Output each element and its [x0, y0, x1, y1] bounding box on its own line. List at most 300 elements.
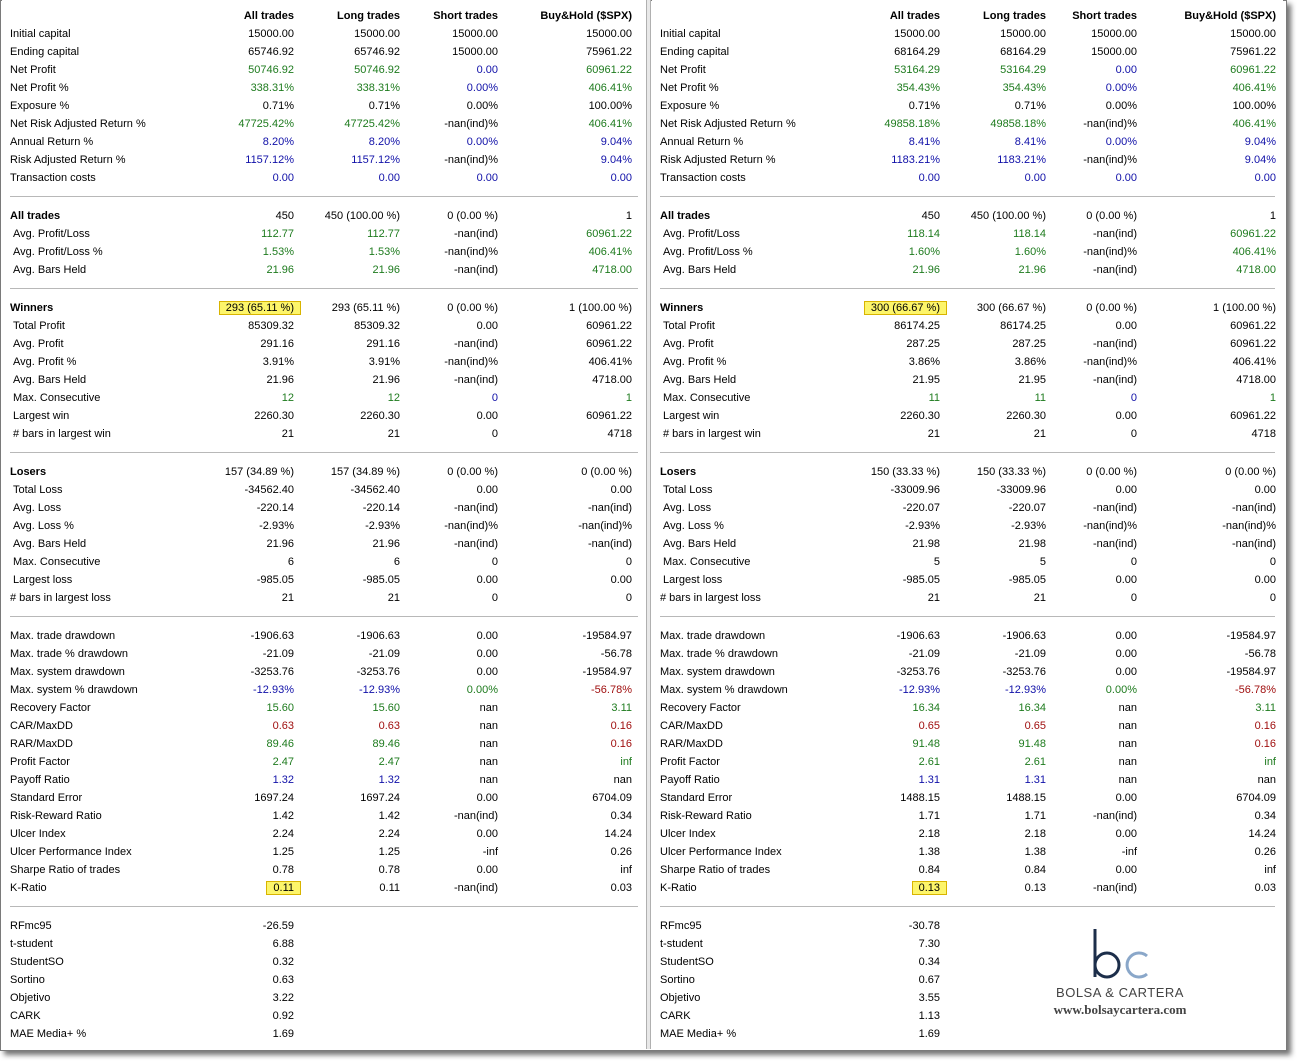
- stat-row-cark: [2, 1007, 646, 1025]
- stat-value-buy-hold-spx: 0.00: [1254, 574, 1276, 586]
- stat-value-buy-hold-spx: 4718.00: [1236, 264, 1276, 276]
- stat-row-avg-profit-loss: [652, 225, 1283, 243]
- stat-value-short-trades: 0 (0.00 %): [1086, 302, 1137, 314]
- stat-value-long-trades: 0.84: [1024, 864, 1046, 876]
- stat-value-short-trades: -nan(ind): [453, 264, 498, 276]
- stat-value-long-trades: -985.05: [1008, 574, 1046, 586]
- stat-label: Max. trade % drawdown: [660, 648, 778, 660]
- stat-label: Sortino: [10, 974, 45, 986]
- stat-value-buy-hold-spx: 9.04%: [600, 154, 632, 166]
- stat-value-buy-hold-spx: 406.41%: [1232, 246, 1276, 258]
- stat-value-long-trades: 450 (100.00 %): [324, 210, 400, 222]
- stat-label: Risk-Reward Ratio: [660, 810, 752, 822]
- stat-value-buy-hold-spx: inf: [1264, 756, 1276, 768]
- stat-label: Max. Consecutive: [13, 392, 101, 404]
- stat-value-buy-hold-spx: 0.03: [1254, 882, 1276, 894]
- stat-label: Ending capital: [10, 46, 80, 58]
- stat-value-buy-hold-spx: -56.78%: [591, 684, 632, 696]
- stat-label: Initial capital: [10, 28, 71, 40]
- stat-value-short-trades: nan: [1118, 756, 1137, 768]
- stat-label: Transaction costs: [660, 172, 746, 184]
- stat-value-all-trades: 1.69: [918, 1028, 940, 1040]
- stat-value-long-trades: 0.00: [1024, 172, 1046, 184]
- stat-value-long-trades: 2.18: [1024, 828, 1046, 840]
- stat-value-buy-hold-spx: nan: [613, 774, 632, 786]
- stat-value-all-trades: 53164.29: [894, 64, 940, 76]
- stat-row-initial-capital: [652, 25, 1283, 43]
- stat-value-short-trades: -nan(ind): [453, 882, 498, 894]
- stat-value-all-trades: 3.22: [272, 992, 294, 1004]
- stat-label: Ulcer Performance Index: [10, 846, 132, 858]
- stat-value-all-trades: -2.93%: [905, 520, 940, 532]
- stat-row-ending-capital: [652, 43, 1283, 61]
- stat-label: Max. Consecutive: [663, 556, 751, 568]
- panel-splitter[interactable]: [646, 0, 651, 1049]
- stat-label: Avg. Profit: [663, 338, 714, 350]
- stat-value-all-trades: -220.07: [902, 502, 940, 514]
- section-separator: [660, 616, 1275, 617]
- stat-value-short-trades: 0.00: [1115, 484, 1137, 496]
- stat-value-short-trades: -nan(ind): [1092, 538, 1137, 550]
- stat-value-buy-hold-spx: 0.00: [1254, 172, 1276, 184]
- stat-label: Total Profit: [663, 320, 715, 332]
- stat-value-short-trades: nan: [479, 720, 498, 732]
- stat-value-all-trades: 291.16: [260, 338, 294, 350]
- stat-label: Ulcer Index: [10, 828, 66, 840]
- stat-value-buy-hold-spx: 406.41%: [1232, 356, 1276, 368]
- stat-value-short-trades: 0.00: [1115, 630, 1137, 642]
- stat-value-long-trades: 1.53%: [368, 246, 400, 258]
- stat-label: Risk-Reward Ratio: [10, 810, 102, 822]
- stat-value-short-trades: 0.00: [476, 484, 498, 496]
- stat-row-risk-adjusted-return: [652, 151, 1283, 169]
- stat-value-all-trades: 0.32: [272, 956, 294, 968]
- stat-value-all-trades: 0.63: [272, 720, 294, 732]
- stat-value-buy-hold-spx: 0: [625, 556, 632, 568]
- stat-value-short-trades: 0.00: [1115, 410, 1137, 422]
- stat-value-buy-hold-spx: 60961.22: [1230, 410, 1276, 422]
- stat-row-car-maxdd: [652, 717, 1283, 735]
- stat-label: RAR/MaxDD: [660, 738, 723, 750]
- stat-value-buy-hold-spx: inf: [620, 864, 632, 876]
- section-separator: [10, 616, 638, 617]
- stat-value-long-trades: 450 (100.00 %): [970, 210, 1046, 222]
- stat-value-long-trades: 21: [387, 592, 400, 604]
- stat-value-long-trades: 15.60: [372, 702, 400, 714]
- stat-value-buy-hold-spx: 0.16: [610, 720, 632, 732]
- stat-value-short-trades: 0.00: [476, 320, 498, 332]
- stat-value-buy-hold-spx: 60961.22: [586, 320, 632, 332]
- stat-value-buy-hold-spx: 100.00%: [588, 100, 632, 112]
- stat-value-all-trades: 2.24: [272, 828, 294, 840]
- stat-value-short-trades: 0 (0.00 %): [1086, 466, 1137, 478]
- stat-value-short-trades: -nan(ind)%: [444, 356, 498, 368]
- stat-value-all-trades: -3253.76: [896, 666, 940, 678]
- stat-row-avg-loss: [652, 499, 1283, 517]
- stat-value-short-trades: nan: [1118, 702, 1137, 714]
- stat-label: Net Profit: [660, 64, 706, 76]
- stat-label: Sharpe Ratio of trades: [10, 864, 121, 876]
- stat-value-buy-hold-spx: 0.16: [1254, 720, 1276, 732]
- stat-label: Max. trade drawdown: [660, 630, 766, 642]
- stat-value-buy-hold-spx: 4718.00: [592, 374, 632, 386]
- stat-row-avg-bars-held: [652, 371, 1283, 389]
- stat-value-long-trades: 16.34: [1018, 702, 1046, 714]
- stat-row-losers: [2, 463, 646, 481]
- stat-value-long-trades: -21.09: [368, 648, 400, 660]
- stat-row-rfmc95: [2, 917, 646, 935]
- stat-value-all-trades: [913, 879, 940, 897]
- stat-value-buy-hold-spx: 0 (0.00 %): [581, 466, 632, 478]
- stat-value-all-trades: [220, 299, 294, 317]
- stat-value-all-trades: 47725.42%: [238, 118, 294, 130]
- stat-value-short-trades: 0: [1130, 556, 1137, 568]
- stat-value-all-trades: 287.25: [906, 338, 940, 350]
- stat-value-long-trades: 21.96: [372, 374, 400, 386]
- stat-value-buy-hold-spx: 406.41%: [588, 356, 632, 368]
- column-header-short-trades[interactable]: Short trades: [433, 10, 498, 22]
- stat-value-long-trades: 11: [1034, 392, 1046, 404]
- stat-value-all-trades: 2.47: [272, 756, 294, 768]
- stat-row-avg-loss: [652, 517, 1283, 535]
- stat-value-all-trades: -12.93%: [899, 684, 940, 696]
- stat-value-buy-hold-spx: 406.41%: [588, 82, 632, 94]
- stat-value-long-trades: 8.41%: [1014, 136, 1046, 148]
- highlight-marker: 0.11: [267, 882, 300, 894]
- column-header-long-trades[interactable]: Long trades: [337, 10, 400, 22]
- stat-value-all-trades: 65746.92: [248, 46, 294, 58]
- stat-value-all-trades: 1183.21%: [891, 154, 940, 166]
- stat-label: Largest loss: [663, 574, 723, 586]
- stat-row-max-consecutive: [2, 389, 646, 407]
- stat-value-short-trades: 0.00%: [1105, 136, 1137, 148]
- stat-value-long-trades: 15000.00: [354, 28, 400, 40]
- stat-label: Avg. Bars Held: [13, 264, 87, 276]
- stat-value-all-trades: 21.98: [912, 538, 940, 550]
- logo-site-text: www.bolsaycartera.com: [1053, 1002, 1187, 1017]
- stat-value-all-trades: 1.25: [272, 846, 294, 858]
- stat-row-studentso: [2, 953, 646, 971]
- stat-value-buy-hold-spx: -nan(ind)%: [1222, 520, 1276, 532]
- stat-row-bars-in-largest-win: [2, 425, 646, 443]
- stat-value-short-trades: 0.00%: [466, 684, 498, 696]
- stat-row-all-trades: [652, 207, 1283, 225]
- stat-value-short-trades: -nan(ind): [453, 810, 498, 822]
- stat-label: Transaction costs: [10, 172, 96, 184]
- stat-value-short-trades: 0.00%: [466, 136, 498, 148]
- stat-value-buy-hold-spx: 60961.22: [586, 228, 632, 240]
- stat-value-all-trades: 6: [287, 556, 294, 568]
- stat-value-buy-hold-spx: -nan(ind): [587, 538, 632, 550]
- stat-value-long-trades: -33009.96: [996, 484, 1046, 496]
- column-header-buy-hold-spx[interactable]: Buy&Hold ($SPX): [540, 10, 632, 22]
- stat-value-long-trades: 1.25: [378, 846, 400, 858]
- stat-value-short-trades: 0.00%: [1105, 82, 1137, 94]
- stat-value-all-trades: 354.43%: [896, 82, 940, 94]
- stat-row-avg-profit: [2, 353, 646, 371]
- stat-value-short-trades: -nan(ind)%: [1083, 356, 1137, 368]
- stat-value-short-trades: 0.00: [1115, 792, 1137, 804]
- stat-label: Winners: [660, 302, 704, 314]
- stat-value-long-trades: -1906.63: [356, 630, 400, 642]
- stat-value-all-trades: 1.71: [918, 810, 940, 822]
- stat-label: Recovery Factor: [660, 702, 741, 714]
- stat-value-buy-hold-spx: -nan(ind): [587, 502, 632, 514]
- stat-value-short-trades: 0.00: [1115, 648, 1137, 660]
- stat-label: Payoff Ratio: [10, 774, 70, 786]
- stat-label: Ulcer Performance Index: [660, 846, 782, 858]
- stat-row-largest-win: [652, 407, 1283, 425]
- stat-label: Net Risk Adjusted Return %: [660, 118, 796, 130]
- stat-value-short-trades: -nan(ind): [1092, 810, 1137, 822]
- stat-value-short-trades: -nan(ind): [1092, 338, 1137, 350]
- stat-value-all-trades: 21: [281, 592, 294, 604]
- stat-value-all-trades: 50746.92: [248, 64, 294, 76]
- stat-value-all-trades: -33009.96: [890, 484, 940, 496]
- stat-value-short-trades: 15000.00: [452, 28, 498, 40]
- stat-value-all-trades: 3.91%: [262, 356, 294, 368]
- stat-value-short-trades: 15000.00: [452, 46, 498, 58]
- stat-value-all-trades: 21.96: [266, 374, 294, 386]
- stat-label: Largest win: [663, 410, 720, 422]
- stat-value-all-trades: -34562.40: [244, 484, 294, 496]
- stat-value-all-trades: -1906.63: [250, 630, 294, 642]
- stat-row-exposure: [652, 97, 1283, 115]
- stat-value-buy-hold-spx: 3.11: [611, 702, 632, 714]
- report-panel-right: [652, 0, 1283, 1049]
- stat-value-long-trades: 2.47: [378, 756, 400, 768]
- stat-row-net-risk-adjusted-return: [2, 115, 646, 133]
- stat-value-buy-hold-spx: -19584.97: [582, 630, 632, 642]
- stat-value-long-trades: 65746.92: [354, 46, 400, 58]
- stat-label: RAR/MaxDD: [10, 738, 73, 750]
- stat-row-t-student: [2, 935, 646, 953]
- stat-value-short-trades: nan: [479, 702, 498, 714]
- stat-value-short-trades: -inf: [482, 846, 498, 858]
- stat-label: Avg. Loss: [13, 502, 62, 514]
- stat-value-all-trades: 21: [927, 592, 940, 604]
- stat-value-long-trades: 5: [1039, 556, 1046, 568]
- stat-value-all-trades: [865, 299, 940, 317]
- section-separator: [660, 452, 1275, 453]
- stat-value-short-trades: 0.00: [1115, 666, 1137, 678]
- stat-value-buy-hold-spx: 4718: [1251, 428, 1276, 440]
- stat-label: Standard Error: [10, 792, 83, 804]
- stat-value-short-trades: nan: [1118, 738, 1137, 750]
- stat-value-long-trades: 50746.92: [354, 64, 400, 76]
- stat-value-all-trades: 450: [921, 210, 940, 222]
- stat-value-long-trades: -12.93%: [359, 684, 400, 696]
- stat-label: Max. Consecutive: [13, 556, 101, 568]
- stat-value-buy-hold-spx: 406.41%: [588, 118, 632, 130]
- stat-row-net-profit: [652, 79, 1283, 97]
- stat-row-net-profit: [2, 79, 646, 97]
- stat-row-annual-return: [652, 133, 1283, 151]
- stat-value-all-trades: 21.96: [912, 264, 940, 276]
- stat-value-buy-hold-spx: 0.34: [1254, 810, 1276, 822]
- stat-label: Avg. Profit/Loss %: [663, 246, 753, 258]
- stat-value-long-trades: 3.86%: [1014, 356, 1046, 368]
- stat-value-long-trades: 1.42: [378, 810, 400, 822]
- stat-row-initial-capital: [2, 25, 646, 43]
- stat-value-short-trades: 0.00: [476, 666, 498, 678]
- stat-value-all-trades: 150 (33.33 %): [870, 466, 940, 478]
- stat-value-buy-hold-spx: -19584.97: [1226, 630, 1276, 642]
- stat-label: CARK: [10, 1010, 41, 1022]
- stat-value-short-trades: -nan(ind): [453, 538, 498, 550]
- stat-label: # bars in largest win: [13, 428, 111, 440]
- stat-label: MAE Media+ %: [10, 1028, 87, 1040]
- stat-value-all-trades: 0.71%: [908, 100, 940, 112]
- stat-label: StudentSO: [10, 956, 64, 968]
- stat-value-all-trades: 3.55: [918, 992, 940, 1004]
- section-separator: [660, 906, 1275, 907]
- stat-row-rar-maxdd: [2, 735, 646, 753]
- stat-value-all-trades: 15000.00: [248, 28, 294, 40]
- logo-brand-text: BOLSA & CARTERA: [1056, 985, 1184, 1000]
- stat-value-buy-hold-spx: -56.78: [1244, 648, 1276, 660]
- stat-label: Sortino: [660, 974, 695, 986]
- stat-row-avg-loss: [2, 499, 646, 517]
- section-separator: [10, 288, 638, 289]
- stat-row-standard-error: [2, 789, 646, 807]
- stat-label: Total Loss: [663, 484, 713, 496]
- stat-value-all-trades: -21.09: [908, 648, 940, 660]
- stat-label: Avg. Bars Held: [13, 374, 87, 386]
- stat-value-all-trades: 8.20%: [262, 136, 294, 148]
- stat-value-long-trades: 2260.30: [360, 410, 400, 422]
- stat-value-short-trades: 0: [1130, 392, 1137, 404]
- stat-label: Net Risk Adjusted Return %: [10, 118, 146, 130]
- stat-row-winners: [2, 299, 646, 317]
- stat-label: Avg. Bars Held: [663, 538, 737, 550]
- stat-label: Max. system % drawdown: [660, 684, 788, 696]
- stat-label: Max. trade % drawdown: [10, 648, 128, 660]
- stat-value-buy-hold-spx: 75961.22: [1230, 46, 1276, 58]
- stat-row-objetivo: [2, 989, 646, 1007]
- stat-value-buy-hold-spx: 0.26: [610, 846, 632, 858]
- stat-value-long-trades: 157 (34.89 %): [330, 466, 400, 478]
- stat-value-short-trades: 0 (0.00 %): [447, 466, 498, 478]
- stat-value-all-trades: 15.60: [266, 702, 294, 714]
- stat-row-mae-media: [2, 1025, 646, 1043]
- stat-row-avg-loss: [2, 517, 646, 535]
- stat-value-long-trades: 91.48: [1018, 738, 1046, 750]
- section-separator: [10, 196, 638, 197]
- column-header-all-trades[interactable]: All trades: [243, 10, 294, 22]
- highlight-marker: 0.13: [913, 882, 946, 894]
- stat-value-all-trades: -985.05: [256, 574, 294, 586]
- stat-value-buy-hold-spx: -56.78%: [1235, 684, 1276, 696]
- stat-value-short-trades: nan: [479, 774, 498, 786]
- stat-value-all-trades: 1.32: [272, 774, 294, 786]
- stat-value-long-trades: -985.05: [362, 574, 400, 586]
- stat-value-all-trades: 15000.00: [894, 28, 940, 40]
- column-header-buy-hold-spx[interactable]: Buy&Hold ($SPX): [1184, 10, 1276, 22]
- stat-value-buy-hold-spx: 1: [1269, 392, 1276, 404]
- stat-value-buy-hold-spx: 15000.00: [586, 28, 632, 40]
- stat-value-long-trades: -21.09: [1014, 648, 1046, 660]
- stat-row-avg-profit-loss: [652, 243, 1283, 261]
- stat-label: Annual Return %: [10, 136, 94, 148]
- stat-value-buy-hold-spx: 406.41%: [1232, 118, 1276, 130]
- stat-value-long-trades: 1.31: [1024, 774, 1046, 786]
- stat-value-buy-hold-spx: 0.16: [610, 738, 632, 750]
- stat-value-long-trades: 0.11: [379, 882, 400, 894]
- stat-value-buy-hold-spx: 60961.22: [586, 64, 632, 76]
- stat-label: CAR/MaxDD: [10, 720, 73, 732]
- stat-value-all-trades: -3253.76: [250, 666, 294, 678]
- stat-label: Avg. Profit/Loss %: [13, 246, 103, 258]
- stat-row-rar-maxdd: [652, 735, 1283, 753]
- stat-row-largest-win: [2, 407, 646, 425]
- stat-value-buy-hold-spx: 60961.22: [586, 338, 632, 350]
- stat-value-all-trades: 0.63: [272, 974, 294, 986]
- stat-value-all-trades: 3.86%: [908, 356, 940, 368]
- stat-value-short-trades: 15000.00: [1091, 46, 1137, 58]
- highlight-marker: 300 (66.67 %): [865, 302, 946, 314]
- stat-row-transaction-costs: [652, 169, 1283, 187]
- stat-label: Net Profit %: [10, 82, 69, 94]
- stat-row-max-consecutive: [2, 553, 646, 571]
- stat-value-short-trades: -inf: [1121, 846, 1137, 858]
- column-header-short-trades[interactable]: Short trades: [1072, 10, 1137, 22]
- stat-value-all-trades: 112.77: [261, 228, 294, 240]
- stat-row-bars-in-largest-win: [652, 425, 1283, 443]
- stat-value-buy-hold-spx: 0: [1269, 592, 1276, 604]
- stat-label: Avg. Loss: [663, 502, 712, 514]
- stat-value-short-trades: 0: [1130, 428, 1137, 440]
- stat-value-all-trades: 1.69: [272, 1028, 294, 1040]
- stat-row-annual-return: [2, 133, 646, 151]
- stat-value-all-trades: 1.53%: [262, 246, 294, 258]
- stat-row-recovery-factor: [2, 699, 646, 717]
- stat-value-all-trades: 1697.24: [254, 792, 294, 804]
- stat-label: MAE Media+ %: [660, 1028, 737, 1040]
- stat-row-risk-reward-ratio: [652, 807, 1283, 825]
- stat-value-long-trades: 47725.42%: [344, 118, 400, 130]
- stat-value-long-trades: 0.78: [378, 864, 400, 876]
- stat-row-max-system-drawdown: [652, 663, 1283, 681]
- stat-row-net-profit: [2, 61, 646, 79]
- stat-value-buy-hold-spx: 4718.00: [592, 264, 632, 276]
- stat-row-ulcer-performance-index: [2, 843, 646, 861]
- stat-row-risk-adjusted-return: [2, 151, 646, 169]
- stat-value-short-trades: -nan(ind): [453, 228, 498, 240]
- stat-row-total-loss: [652, 481, 1283, 499]
- stat-value-all-trades: 0.67: [918, 974, 940, 986]
- stat-value-all-trades: 85309.32: [248, 320, 294, 332]
- stat-value-all-trades: 1.42: [272, 810, 294, 822]
- column-header-all-trades[interactable]: All trades: [889, 10, 940, 22]
- stat-row-ulcer-index: [2, 825, 646, 843]
- stat-value-buy-hold-spx: 1: [625, 392, 632, 404]
- stat-value-all-trades: 0.71%: [262, 100, 294, 112]
- column-header-long-trades[interactable]: Long trades: [983, 10, 1046, 22]
- stat-value-short-trades: 0.00: [476, 410, 498, 422]
- stat-row-ulcer-performance-index: [652, 843, 1283, 861]
- stat-row-avg-bars-held: [652, 535, 1283, 553]
- bc-logo-icon: [1085, 925, 1155, 983]
- stat-value-short-trades: nan: [479, 738, 498, 750]
- stat-value-all-trades: 6.88: [272, 938, 294, 950]
- stat-value-buy-hold-spx: 0.03: [610, 882, 632, 894]
- stat-value-short-trades: -nan(ind): [1092, 502, 1137, 514]
- stat-value-short-trades: 0.00: [1115, 864, 1137, 876]
- stat-value-all-trades: -21.09: [262, 648, 294, 660]
- stat-value-all-trades: 0.84: [918, 864, 940, 876]
- stat-value-short-trades: 0.00: [476, 574, 498, 586]
